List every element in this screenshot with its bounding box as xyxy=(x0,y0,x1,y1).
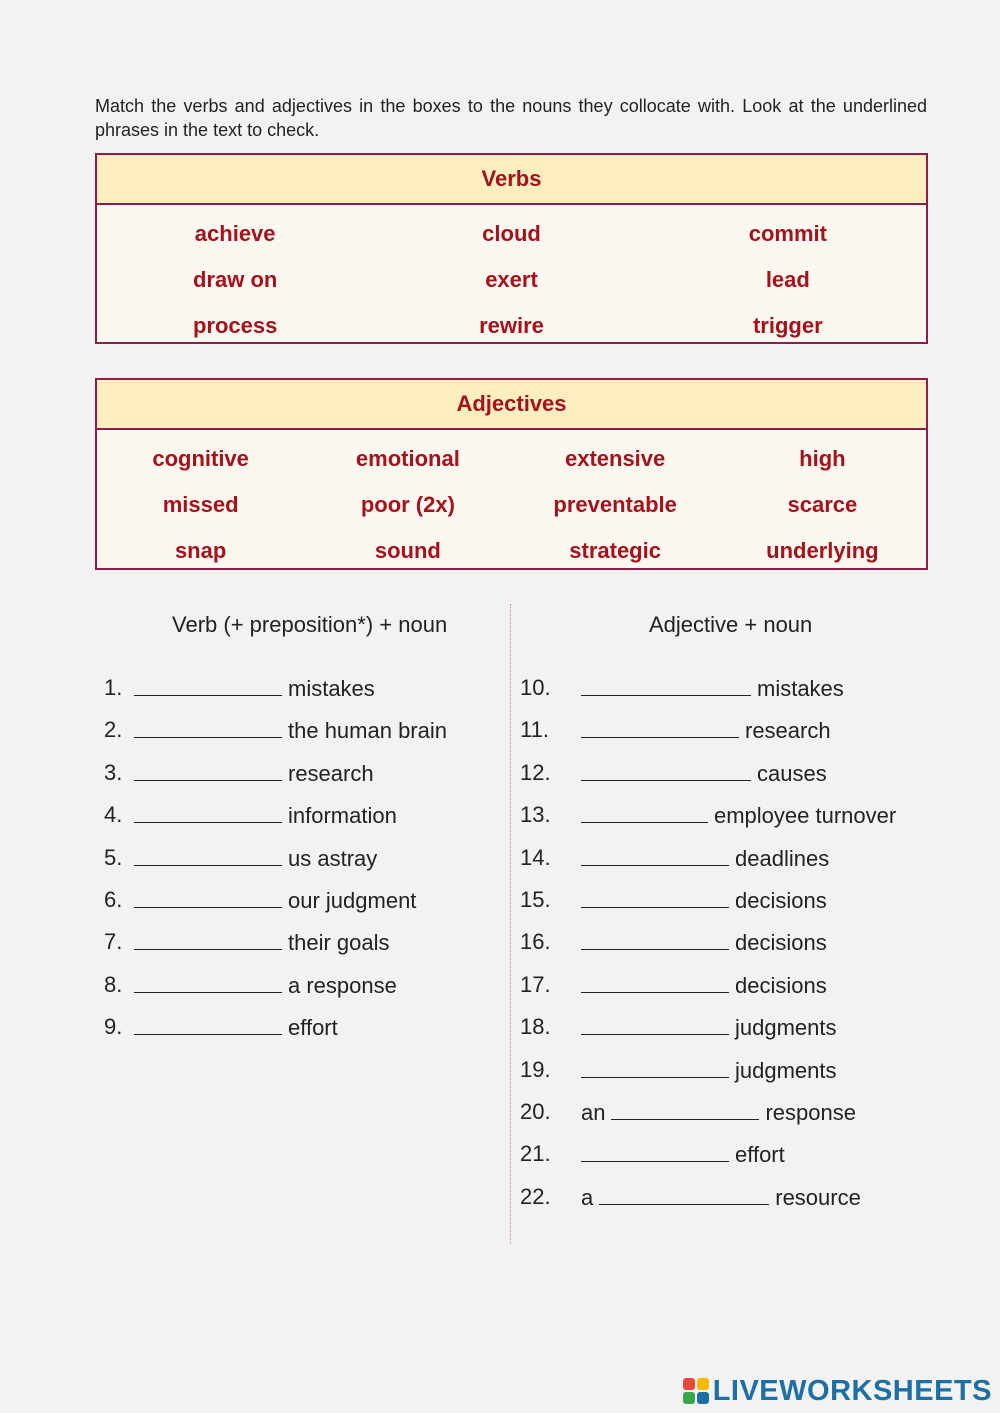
item-number: 22. xyxy=(520,1183,551,1209)
answer-blank[interactable] xyxy=(134,800,282,823)
answer-blank[interactable] xyxy=(581,843,729,866)
item-number: 5. xyxy=(104,844,123,870)
verbs-box-title: Verbs xyxy=(97,155,926,205)
item-noun: employee turnover xyxy=(714,803,897,829)
instructions: Match the verbs and adjectives in the boxes to the nouns they collocate with. Look at the underlined phrases in the text to check. xyxy=(95,96,927,140)
verbs-box xyxy=(95,153,928,344)
item-noun: decisions xyxy=(735,972,827,998)
item-number: 2. xyxy=(104,717,123,743)
item-noun: the human brain xyxy=(288,718,447,744)
verb-word: exert xyxy=(485,267,538,292)
answer-blank[interactable] xyxy=(134,885,282,908)
item-noun: research xyxy=(745,718,831,744)
item-number: 1. xyxy=(104,675,123,700)
adjective-word: poor (2x) xyxy=(360,492,455,517)
answer-blank[interactable] xyxy=(611,1097,759,1120)
verb-word: achieve xyxy=(194,221,276,246)
item-noun: a response xyxy=(288,972,397,998)
adjective-word: extensive xyxy=(564,446,666,471)
liveworksheets-logo-icon xyxy=(683,1378,709,1404)
item-noun: judgments xyxy=(735,1015,837,1041)
item-noun: our judgment xyxy=(288,888,417,913)
answer-blank[interactable] xyxy=(134,843,282,866)
item-noun: effort xyxy=(288,1015,338,1041)
item-article: a xyxy=(581,1184,594,1210)
item-article: an xyxy=(581,1100,606,1125)
item-noun: their goals xyxy=(288,930,390,956)
item-number: 13. xyxy=(520,802,551,828)
liveworksheets-logo xyxy=(683,1375,992,1407)
logo-tile xyxy=(683,1392,695,1404)
verb-word: draw on xyxy=(192,267,278,292)
item-noun: decisions xyxy=(735,930,827,956)
adjectives-box xyxy=(95,378,928,570)
item-number: 9. xyxy=(104,1014,123,1040)
adjective-word: emotional xyxy=(355,446,460,471)
answer-blank[interactable] xyxy=(599,1182,769,1205)
item-noun: judgments xyxy=(735,1057,837,1083)
answer-blank[interactable] xyxy=(134,758,282,781)
adjective-word: missed xyxy=(162,492,239,517)
item-noun: deadlines xyxy=(735,845,830,871)
answer-blank[interactable] xyxy=(134,1012,282,1035)
answer-blank[interactable] xyxy=(581,1139,729,1162)
verb-word: cloud xyxy=(482,221,541,246)
item-number: 7. xyxy=(104,929,123,955)
item-number: 17. xyxy=(520,971,551,997)
answer-blank[interactable] xyxy=(581,800,708,823)
logo-tile xyxy=(697,1378,709,1390)
adjective-word: preventable xyxy=(553,492,677,517)
adjective-word: snap xyxy=(174,538,227,563)
adjectives-grid xyxy=(97,430,926,574)
column-divider xyxy=(510,604,511,1244)
adjectives-box-title: Adjectives xyxy=(97,380,926,430)
logo-tile xyxy=(697,1392,709,1404)
adjective-word: scarce xyxy=(787,492,858,517)
item-noun: information xyxy=(288,803,397,829)
item-number: 8. xyxy=(104,971,123,997)
answer-blank[interactable] xyxy=(581,1012,729,1035)
item-noun: mistakes xyxy=(288,676,375,701)
item-number: 16. xyxy=(520,929,551,955)
item-number: 14. xyxy=(520,844,551,870)
logo-text: LIVEWORKSHEETS xyxy=(712,1374,992,1407)
item-number: 21. xyxy=(520,1141,551,1167)
item-number: 3. xyxy=(104,759,123,785)
answer-blank[interactable] xyxy=(581,758,751,781)
answer-blank[interactable] xyxy=(134,927,282,950)
verb-word: trigger xyxy=(752,313,823,338)
answer-blank[interactable] xyxy=(581,927,729,950)
item-noun: effort xyxy=(735,1142,785,1168)
verb-word: process xyxy=(192,313,278,338)
item-number: 19. xyxy=(520,1056,551,1082)
adjective-word: cognitive xyxy=(152,446,249,471)
answer-blank[interactable] xyxy=(581,673,751,696)
logo-tile xyxy=(683,1378,695,1390)
adjective-word: high xyxy=(799,446,846,471)
verbs-grid xyxy=(97,205,926,349)
item-noun: response xyxy=(765,1100,856,1125)
adjective-word: sound xyxy=(374,538,441,563)
item-number: 4. xyxy=(104,802,123,828)
answer-blank[interactable] xyxy=(581,885,729,908)
item-number: 20. xyxy=(520,1099,551,1124)
item-number: 10. xyxy=(520,675,551,700)
item-number: 15. xyxy=(520,887,551,912)
item-noun: research xyxy=(288,760,374,786)
item-number: 11. xyxy=(520,717,549,743)
item-number: 12. xyxy=(520,759,551,785)
left-column-heading: Verb (+ preposition*) + noun xyxy=(172,612,448,637)
answer-blank[interactable] xyxy=(134,970,282,993)
right-column-heading: Adjective + noun xyxy=(649,612,813,637)
item-noun: causes xyxy=(757,760,827,786)
item-noun: mistakes xyxy=(757,676,844,701)
item-noun: us astray xyxy=(288,845,378,871)
adjective-word: underlying xyxy=(766,538,879,563)
answer-blank[interactable] xyxy=(581,1055,729,1078)
item-number: 6. xyxy=(104,887,123,912)
answer-blank[interactable] xyxy=(134,715,282,738)
item-noun: decisions xyxy=(735,888,827,913)
item-number: 18. xyxy=(520,1014,551,1040)
answer-blank[interactable] xyxy=(134,673,282,696)
answer-blank[interactable] xyxy=(581,970,729,993)
verb-word: commit xyxy=(748,221,827,246)
answer-blank[interactable] xyxy=(581,715,739,738)
adjective-word: strategic xyxy=(569,538,661,563)
verb-word: lead xyxy=(765,267,810,292)
verb-word: rewire xyxy=(479,313,544,338)
item-noun: resource xyxy=(775,1184,861,1210)
